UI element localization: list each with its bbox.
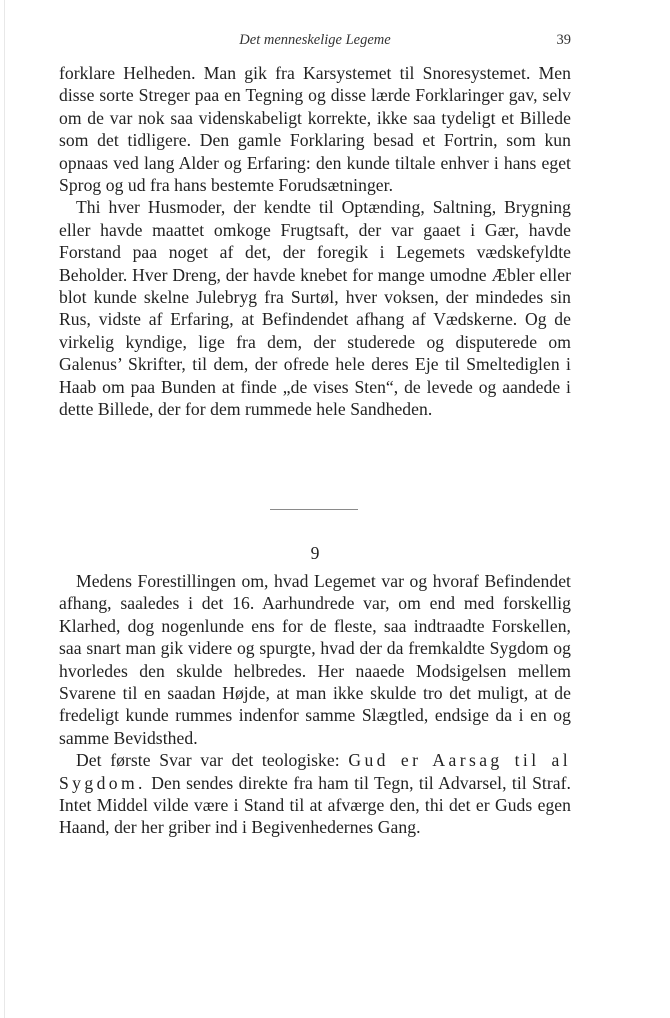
paragraph-lead: Det første Svar var det teologiske:: [76, 750, 349, 771]
emphasized-statement: Gud er Aarsag til al Sygdom.: [59, 750, 571, 793]
section-number: 9: [310, 543, 320, 563]
text-block-upper: [59, 62, 571, 421]
page-header: [59, 30, 571, 52]
paragraph-rest: Den sendes direkte fra ham til Tegn, til Advarsel, til Straf. Intet Middel vilde være i Stand til at afværge den, thi det er Guds egen Haand, der her griber ind i Begivenhedernes Gang.: [59, 772, 571, 838]
paragraph: forklare Helheden. Man gik fra Karsystemet til Snoresystemet. Men disse sorte Streger paa en Tegning og disse lærde Forklaringer gav, selv om de var nok saa videnskabeligt korrekte, ikke saa tydeligt et Billede som det tidligere. Den gamle Forklaring besad et Fortrin, som kun opnaas ved lang Alder og Erfaring: den kunde tiltale enhver i hans eget Sprog og ud fra hans bestemte Forudsætninger.: [59, 63, 571, 196]
running-title: Det menneskelige Legeme: [239, 32, 391, 48]
section-divider: [270, 509, 358, 510]
paragraph: [59, 749, 571, 839]
text-block-lower: [59, 570, 571, 839]
page-number: 39: [556, 32, 571, 48]
paragraph: Medens Forestillingen om, hvad Legemet var og hvoraf Befindendet afhang, saaledes i det 16. Aarhundrede var, om end med forskellig Klarhed, dog nogenlunde ens for de fleste, saa indtraadte Forskellen, saa snart man gik videre og spurgte, hvad der da fremkaldte Sygdom og hvorledes den skulde helbredes. Her naaede Modsigelsen mellem Svarene til en saadan Højde, at man ikke skulde tro det muligt, at de fredeligt kunde rummes indenfor samme Slægtled, endsige da i en og samme Bevidsthed.: [59, 571, 571, 748]
paragraph: Thi hver Husmoder, der kendte til Optænding, Saltning, Brygning eller havde maattet omkoge Frugtsaft, der var gaaet i Gær, havde Forstand paa noget af det, der foregik i Legemets vædskefyldte Beholder. Hver Dreng, der havde knebet for mange umodne Æbler eller blot kunde skelne Julebryg fra Surtøl, hver voksen, der mindedes sin Rus, vidste af Erfaring, at Befindendet afhang af Vædskerne. Og de virkelig kyndige, lige fra dem, der studerede og disputerede om Galenus’ Skrifter, til dem, der ofrede hele deres Eje til Smeltediglen i Haab om paa Bunden at finde „de vises Sten“, de levede og aandede i dette Billede, der for dem rummede hele Sandheden.: [59, 197, 571, 420]
page-edge-mark: [4, 0, 5, 1018]
